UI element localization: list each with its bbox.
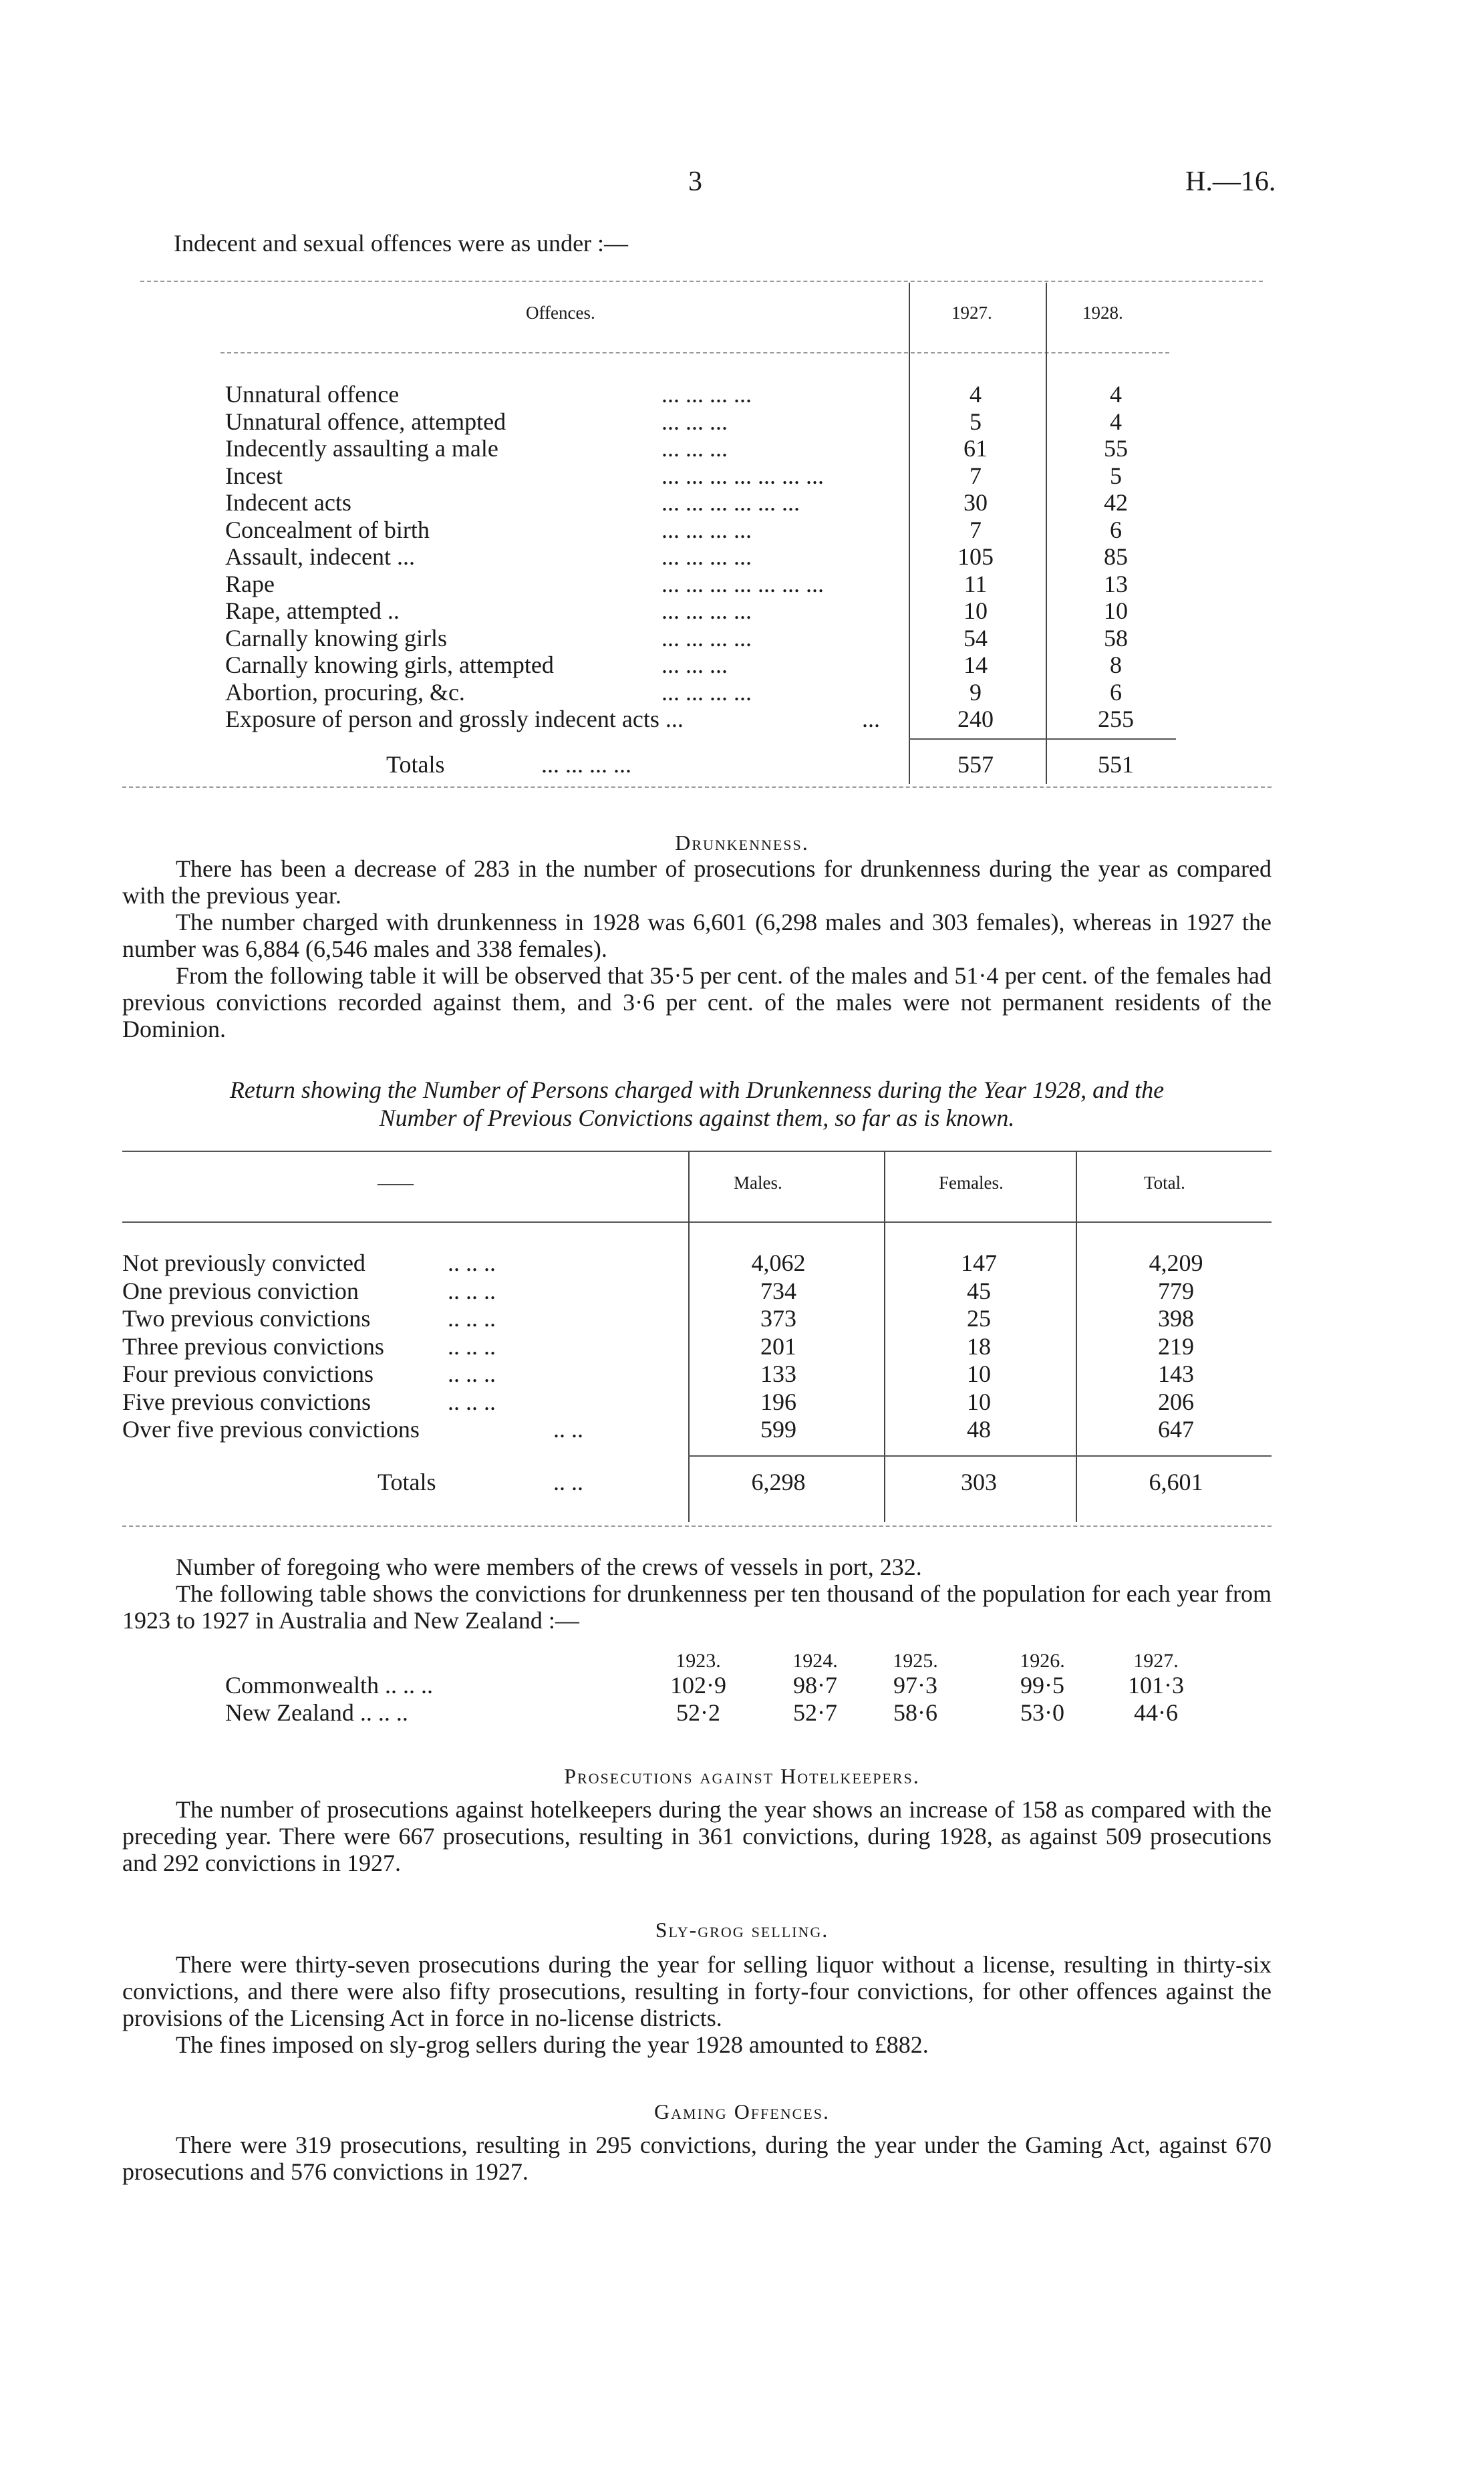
header-rule <box>220 352 1169 353</box>
table-rule-bottom <box>122 786 1272 788</box>
year-header: 1926. <box>1020 1650 1065 1672</box>
conviction-label: Three previous convictions <box>122 1332 384 1360</box>
header-rule <box>122 1221 1272 1223</box>
totals-dots: ... ... ... ... <box>541 751 631 778</box>
sly-grog-heading: Sly-grog selling. <box>655 1918 829 1942</box>
total-females: 303 <box>961 1469 997 1495</box>
offence-dots: ... ... ... ... <box>661 678 752 706</box>
conviction-dots: .. .. .. <box>448 1277 496 1304</box>
females-value: 10 <box>967 1388 991 1415</box>
females-value: 25 <box>967 1305 991 1332</box>
offence-value-1928: 6 <box>1110 678 1122 706</box>
offence-label: Abortion, procuring, &c. <box>225 678 465 706</box>
year-header: 1924. <box>792 1650 838 1672</box>
commonwealth-label: Commonwealth .. .. .. <box>225 1672 433 1699</box>
offence-label: Rape, attempted .. <box>225 597 400 624</box>
conviction-label: Not previously convicted <box>122 1250 365 1276</box>
total-value: 219 <box>1158 1332 1194 1360</box>
column-divider-3 <box>1076 1151 1077 1522</box>
offence-label: Carnally knowing girls, attempted <box>225 651 554 678</box>
drunkenness-paragraph-3: From the following table it will be observed that 35·5 per cent. of the males and 51·4 per cent. of the females had previous convictions recorded against them, and 3·6 per cent. of the males were not permanent residents of the Dominion. <box>122 962 1272 1042</box>
offence-label: Indecently assaulting a male <box>225 435 498 462</box>
conviction-dots: .. .. .. <box>448 1388 496 1415</box>
conviction-dots: .. .. .. <box>448 1305 496 1332</box>
offence-label: Unnatural offence <box>225 381 400 408</box>
offence-value-1927: 10 <box>963 597 988 624</box>
page-number: 3 <box>688 166 702 197</box>
offence-dots: ... ... ... ... <box>661 624 752 651</box>
males-value: 196 <box>760 1388 796 1415</box>
offence-value-1928: 5 <box>1110 462 1122 489</box>
offence-dots: ... ... ... ... ... ... ... <box>661 570 824 597</box>
header-1928: 1928. <box>1082 303 1123 323</box>
total-1927: 557 <box>957 751 994 778</box>
drunkenness-paragraph-2: The number charged with drunkenness in 1928 was 6,601 (6,298 males and 303 females), whereas in 1927 the number was 6,884 (6,546 males and 338 females). <box>122 909 1272 962</box>
females-value: 18 <box>967 1332 991 1360</box>
offence-value-1928: 4 <box>1110 408 1122 435</box>
total-value: 4,209 <box>1149 1250 1203 1276</box>
table-rule-top <box>122 1151 1272 1152</box>
header-total: Total. <box>1144 1173 1185 1193</box>
totals-label: Totals <box>386 751 445 778</box>
offence-label: Assault, indecent ... <box>225 543 415 570</box>
totals-rule <box>688 1455 1272 1457</box>
population-paragraph: The following table shows the convictions for drunkenness per ten thousand of the population for each year from 1923 to 1927 in Australia and New Zealand :— <box>122 1580 1272 1634</box>
offence-value-1928: 6 <box>1110 516 1122 543</box>
offence-value-1927: 54 <box>963 624 988 651</box>
conviction-dots: .. .. .. <box>448 1250 496 1276</box>
offence-value-1927: 5 <box>970 408 982 435</box>
totals-rule <box>909 738 1176 740</box>
offence-dots: ... ... ... ... ... ... <box>661 489 800 516</box>
offence-value-1928: 255 <box>1098 706 1134 732</box>
commonwealth-value: 98·7 <box>793 1672 837 1699</box>
females-value: 45 <box>967 1277 991 1304</box>
column-divider-1 <box>688 1151 690 1522</box>
offence-value-1928: 55 <box>1104 435 1128 462</box>
header-offences: Offences. <box>526 303 595 323</box>
conviction-dots: .. .. .. <box>448 1332 496 1360</box>
offence-value-1928: 13 <box>1104 570 1128 597</box>
year-header: 1923. <box>676 1650 721 1672</box>
total-value: 779 <box>1158 1277 1194 1304</box>
caption-line-1: Return showing the Number of Persons charged with Drunkenness during the Year 1928, and the <box>229 1076 1165 1103</box>
offence-dots: ... ... ... ... <box>661 516 752 543</box>
drunkenness-paragraph-1: There has been a decrease of 283 in the number of prosecutions for drunkenness during the year as compared with the previous year. <box>122 855 1272 909</box>
offence-dots: ... <box>862 706 880 732</box>
offence-value-1927: 11 <box>963 570 988 597</box>
totals-label: Totals <box>378 1469 436 1495</box>
conviction-dots: .. .. <box>553 1416 583 1443</box>
offence-dots: ... ... ... ... ... ... ... <box>661 462 824 489</box>
header-blank: —— <box>378 1173 414 1193</box>
conviction-label: Two previous convictions <box>122 1305 371 1332</box>
offence-value-1927: 240 <box>957 706 994 732</box>
commonwealth-value: 101·3 <box>1128 1672 1184 1699</box>
conviction-label: Five previous convictions <box>122 1388 371 1415</box>
offence-label: Carnally knowing girls <box>225 624 447 651</box>
header-males: Males. <box>734 1173 782 1193</box>
crews-paragraph: Number of foregoing who were members of the crews of vessels in port, 232. <box>176 1554 922 1580</box>
offence-dots: ... ... ... ... <box>661 597 752 624</box>
offence-value-1927: 7 <box>970 516 982 543</box>
totals-dots: .. .. <box>553 1469 583 1495</box>
commonwealth-value: 102·9 <box>670 1672 726 1699</box>
offence-value-1927: 105 <box>957 543 994 570</box>
column-divider-2 <box>1046 283 1047 784</box>
conviction-dots: .. .. .. <box>448 1360 496 1387</box>
conviction-label: One previous conviction <box>122 1277 359 1304</box>
drunkenness-heading: Drunkenness. <box>675 831 809 855</box>
offence-value-1928: 85 <box>1104 543 1128 570</box>
females-value: 10 <box>967 1360 991 1387</box>
males-value: 133 <box>760 1360 796 1387</box>
offence-dots: ... ... ... <box>661 651 728 678</box>
offence-label: Unnatural offence, attempted <box>225 408 506 435</box>
total-total: 6,601 <box>1149 1469 1203 1495</box>
offence-label: Exposure of person and grossly indecent acts ... <box>225 706 684 732</box>
total-males: 6,298 <box>751 1469 806 1495</box>
drunkenness-table-caption <box>122 1076 1272 1132</box>
hotelkeepers-paragraph: The number of prosecutions against hotelkeepers during the year shows an increase of 158 as compared with the preceding year. There were 667 prosecutions, resulting in 361 convictions, during 1928, as against 509 prosecutions and 292 convictions in 1927. <box>122 1796 1272 1876</box>
total-value: 647 <box>1158 1416 1194 1443</box>
offence-value-1927: 14 <box>963 651 988 678</box>
year-header: 1927. <box>1133 1650 1179 1672</box>
offence-value-1927: 9 <box>970 678 982 706</box>
males-value: 599 <box>760 1416 796 1443</box>
total-value: 206 <box>1158 1388 1194 1415</box>
offence-value-1927: 7 <box>970 462 982 489</box>
header-1927: 1927. <box>951 303 992 323</box>
offence-dots: ... ... ... ... <box>661 381 752 408</box>
offence-value-1927: 30 <box>963 489 988 516</box>
males-value: 373 <box>760 1305 796 1332</box>
offence-value-1928: 10 <box>1104 597 1128 624</box>
offence-value-1928: 42 <box>1104 489 1128 516</box>
sly-grog-paragraph-2: The fines imposed on sly-grog sellers during the year 1928 amounted to £882. <box>176 2031 929 2058</box>
caption-line-2: Number of Previous Convictions against them, so far as is known. <box>379 1105 1015 1131</box>
gaming-paragraph: There were 319 prosecutions, resulting in 295 convictions, during the year under the Gaming Act, against 670 prosecutions and 576 convictions in 1927. <box>122 2132 1272 2185</box>
sexual-offences-intro: Indecent and sexual offences were as under :— <box>174 230 629 257</box>
sly-grog-paragraph-1: There were thirty-seven prosecutions during the year for selling liquor without a license, resulting in thirty-six convictions, and there were also fifty prosecutions, resulting in forty-four convictions, for other offences against the provisions of the Licensing Act in force in no-license districts. <box>122 1951 1272 2031</box>
hotelkeepers-heading: Prosecutions against Hotelkeepers. <box>564 1764 920 1788</box>
header-females: Females. <box>939 1173 1004 1193</box>
commonwealth-value: 99·5 <box>1020 1672 1064 1699</box>
total-1928: 551 <box>1098 751 1134 778</box>
offence-label: Indecent acts <box>225 489 351 516</box>
males-value: 4,062 <box>751 1250 806 1276</box>
table-rule-bottom <box>122 1525 1272 1527</box>
commonwealth-value: 97·3 <box>893 1672 937 1699</box>
offence-value-1927: 4 <box>970 381 982 408</box>
column-divider-1 <box>909 283 910 784</box>
new-zealand-value: 52·7 <box>793 1699 837 1726</box>
conviction-label: Over five previous convictions <box>122 1416 420 1443</box>
offence-value-1927: 61 <box>963 435 988 462</box>
conviction-label: Four previous convictions <box>122 1360 374 1387</box>
total-value: 398 <box>1158 1305 1194 1332</box>
females-value: 147 <box>961 1250 997 1276</box>
offence-label: Concealment of birth <box>225 516 430 543</box>
males-value: 201 <box>760 1332 796 1360</box>
offence-label: Incest <box>225 462 283 489</box>
offence-value-1928: 58 <box>1104 624 1128 651</box>
offence-value-1928: 4 <box>1110 381 1122 408</box>
new-zealand-value: 44·6 <box>1134 1699 1178 1726</box>
new-zealand-value: 52·2 <box>676 1699 720 1726</box>
total-value: 143 <box>1158 1360 1194 1387</box>
offence-dots: ... ... ... ... <box>661 543 752 570</box>
females-value: 48 <box>967 1416 991 1443</box>
new-zealand-label: New Zealand .. .. .. <box>225 1699 408 1726</box>
males-value: 734 <box>760 1277 796 1304</box>
offence-dots: ... ... ... <box>661 408 728 435</box>
year-header: 1925. <box>893 1650 938 1672</box>
new-zealand-value: 58·6 <box>893 1699 937 1726</box>
offence-label: Rape <box>225 570 275 597</box>
table-rule-top <box>140 281 1263 282</box>
offence-value-1928: 8 <box>1110 651 1122 678</box>
document-reference: H.—16. <box>1185 166 1276 197</box>
gaming-heading: Gaming Offences. <box>654 2099 830 2124</box>
column-divider-2 <box>884 1151 885 1522</box>
new-zealand-value: 53·0 <box>1020 1699 1064 1726</box>
offence-dots: ... ... ... <box>661 435 728 462</box>
